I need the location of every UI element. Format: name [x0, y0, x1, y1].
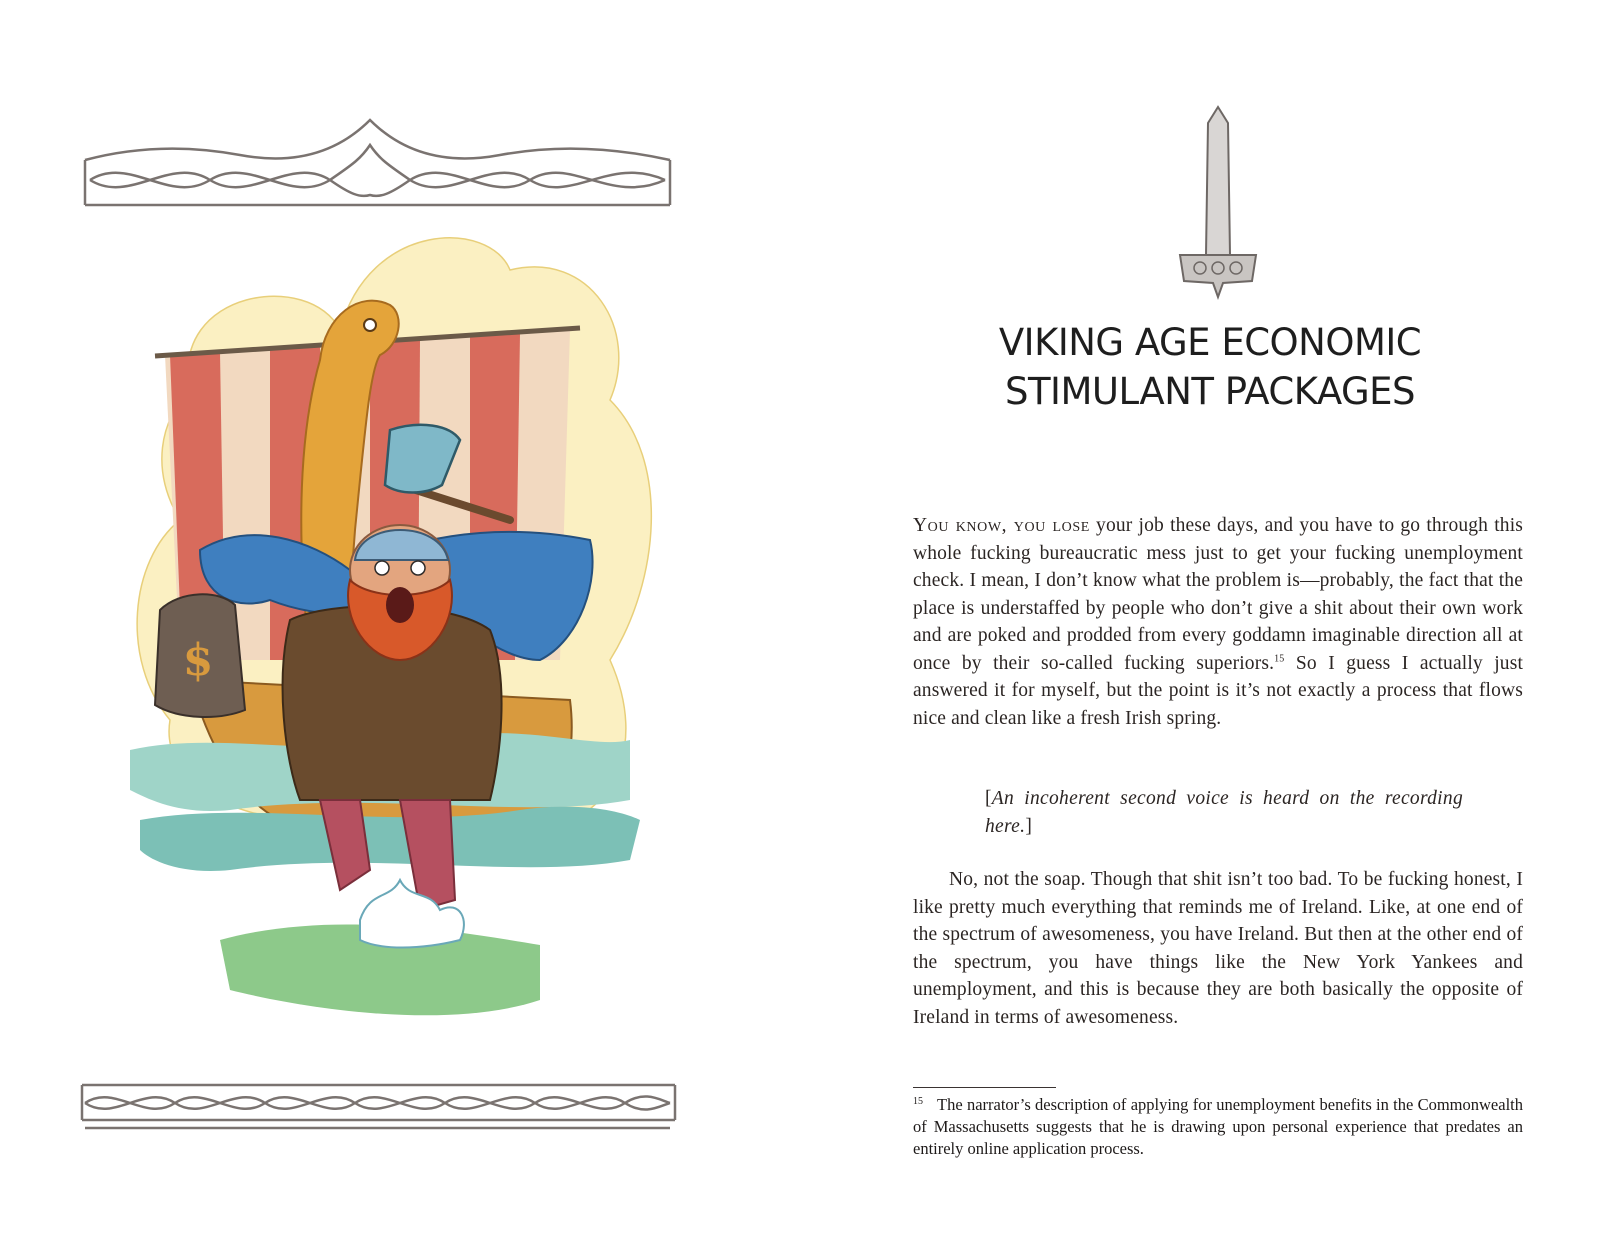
stage-direction: [985, 785, 1463, 840]
chapter-title-line-1: VIKING AGE ECONOMIC: [998, 321, 1422, 364]
viking-head: [348, 525, 452, 660]
bottom-celtic-border: [82, 1085, 675, 1128]
stage-direction-open-bracket: [: [985, 788, 992, 809]
thors-hammer-icon: [1168, 105, 1268, 305]
footnote-number: 15: [913, 1095, 923, 1107]
paragraph-2: No, not the soap. Though that shit isn’t too bad. To be fucking honest, I like pretty much everything that reminds me of Ireland. Like, at one end of the spectrum of awesomeness, you have Ireland. But then at the other end of the spectrum, you have things like the New York Yankees and unemployment, and this is because they are both basically the opposite of Ireland in terms of awesomeness.: [913, 869, 1523, 1028]
footnote: [913, 1094, 1523, 1160]
dollar-sign: $: [182, 635, 214, 686]
paragraph-1-lead: You know, you lose: [913, 515, 1090, 536]
paragraph-1-text-b: So I guess I actually just answered it for myself, but the point is it’s not exactly a process that flows nice and clean like a fresh Irish spring.: [913, 652, 1524, 729]
chapter-title-line-2: STIMULANT PACKAGES: [1004, 370, 1416, 413]
top-celtic-border: [85, 120, 670, 205]
paragraph-1-text-a: your job these days, and you have to go through this whole fucking bureaucratic mess just to get your fucking unemployment check. I mean, I don’t know what the problem is—probably, the fact that the place is understaffed by people who don’t give a shit about their own work and are poked and prodded from every goddamn imaginable direction all at once by their so-called fucking superiors.: [913, 515, 1524, 674]
footnote-rule: [913, 1087, 1056, 1088]
footnote-reference[interactable]: 15: [1274, 653, 1285, 664]
footnote-text: The narrator’s description of applying for unemployment benefits in the Commonwealth of Massachusetts suggests that he is drawing upon personal experience that predates an entirely online application process.: [913, 1095, 1523, 1158]
viking-illustration: [70, 100, 700, 1160]
chapter-title: [960, 318, 1460, 416]
stage-direction-close-bracket: ]: [1025, 815, 1033, 837]
stage-direction-text: An incoherent second voice is heard on the recording here.: [985, 788, 1463, 837]
paragraph-1: [913, 512, 1523, 732]
money-bag: [155, 594, 245, 717]
